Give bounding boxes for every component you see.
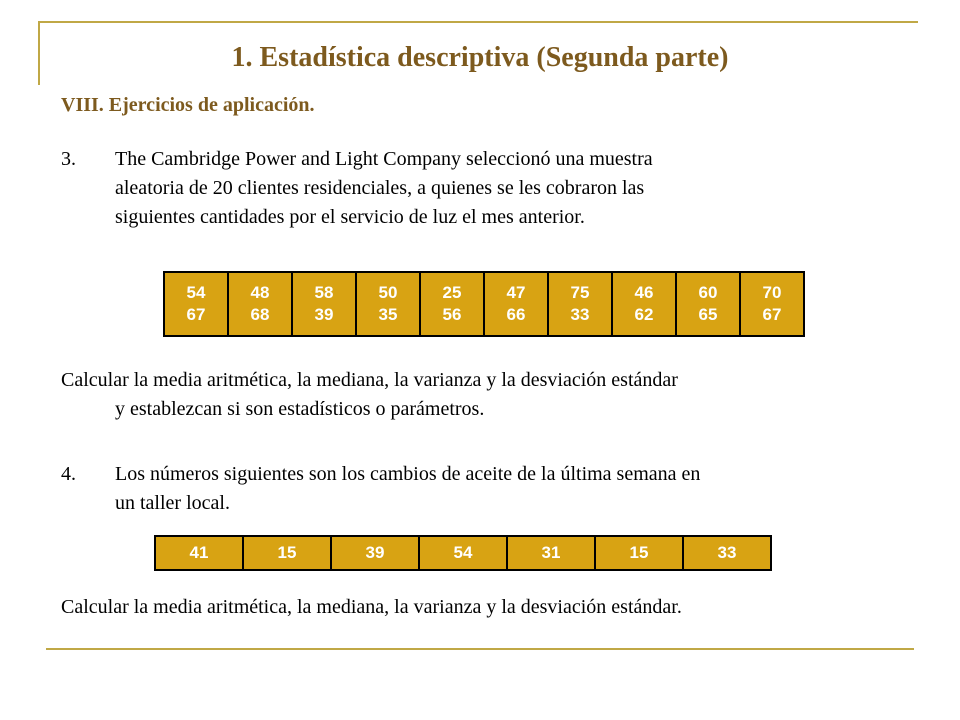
data-cell: 54 67 [164, 272, 228, 336]
exercise-4-instruction: Calcular la media aritmética, la mediana, la varianza y la desviación estándar. [61, 596, 682, 618]
exercise-4-data-table [154, 535, 772, 571]
exercise-3-instruction [61, 366, 921, 424]
data-cell: 58 39 [292, 272, 356, 336]
exercise-3-instruction-line: y establezcan si son estadísticos o parámetros. [115, 398, 485, 420]
data-cell: 70 67 [740, 272, 804, 336]
section-heading: VIII. Ejercicios de aplicación. [61, 94, 315, 116]
exercise-4-line: un taller local. [115, 492, 230, 514]
data-cell: 46 62 [612, 272, 676, 336]
exercise-4-number: 4. [61, 463, 76, 485]
frame-top-rule [38, 21, 918, 23]
exercise-3-line: The Cambridge Power and Light Company seleccionó una muestra [115, 148, 653, 170]
data-cell: 75 33 [548, 272, 612, 336]
data-cell: 15 [595, 536, 683, 570]
data-cell: 47 66 [484, 272, 548, 336]
data-cell: 33 [683, 536, 771, 570]
exercise-3-text [115, 145, 653, 232]
exercise-4-text [115, 460, 700, 518]
frame-bottom-rule [46, 648, 914, 650]
data-cell: 50 35 [356, 272, 420, 336]
data-cell: 48 68 [228, 272, 292, 336]
exercise-3-data-table [163, 271, 805, 337]
exercise-3-line: siguientes cantidades por el servicio de luz el mes anterior. [115, 206, 585, 228]
exercise-3-line: aleatoria de 20 clientes residenciales, a quienes se les cobraron las [115, 177, 645, 199]
exercise-3-instruction-line: Calcular la media aritmética, la mediana, la varianza y la desviación estándar [61, 369, 678, 391]
data-cell: 25 56 [420, 272, 484, 336]
page-title: 1. Estadística descriptiva (Segunda parte) [231, 42, 729, 73]
data-cell: 41 [155, 536, 243, 570]
data-cell: 54 [419, 536, 507, 570]
data-cell: 31 [507, 536, 595, 570]
data-cell: 15 [243, 536, 331, 570]
exercise-4-line: Los números siguientes son los cambios de aceite de la última semana en [115, 463, 701, 485]
data-cell: 60 65 [676, 272, 740, 336]
exercise-3-number: 3. [61, 148, 76, 170]
data-cell: 39 [331, 536, 419, 570]
